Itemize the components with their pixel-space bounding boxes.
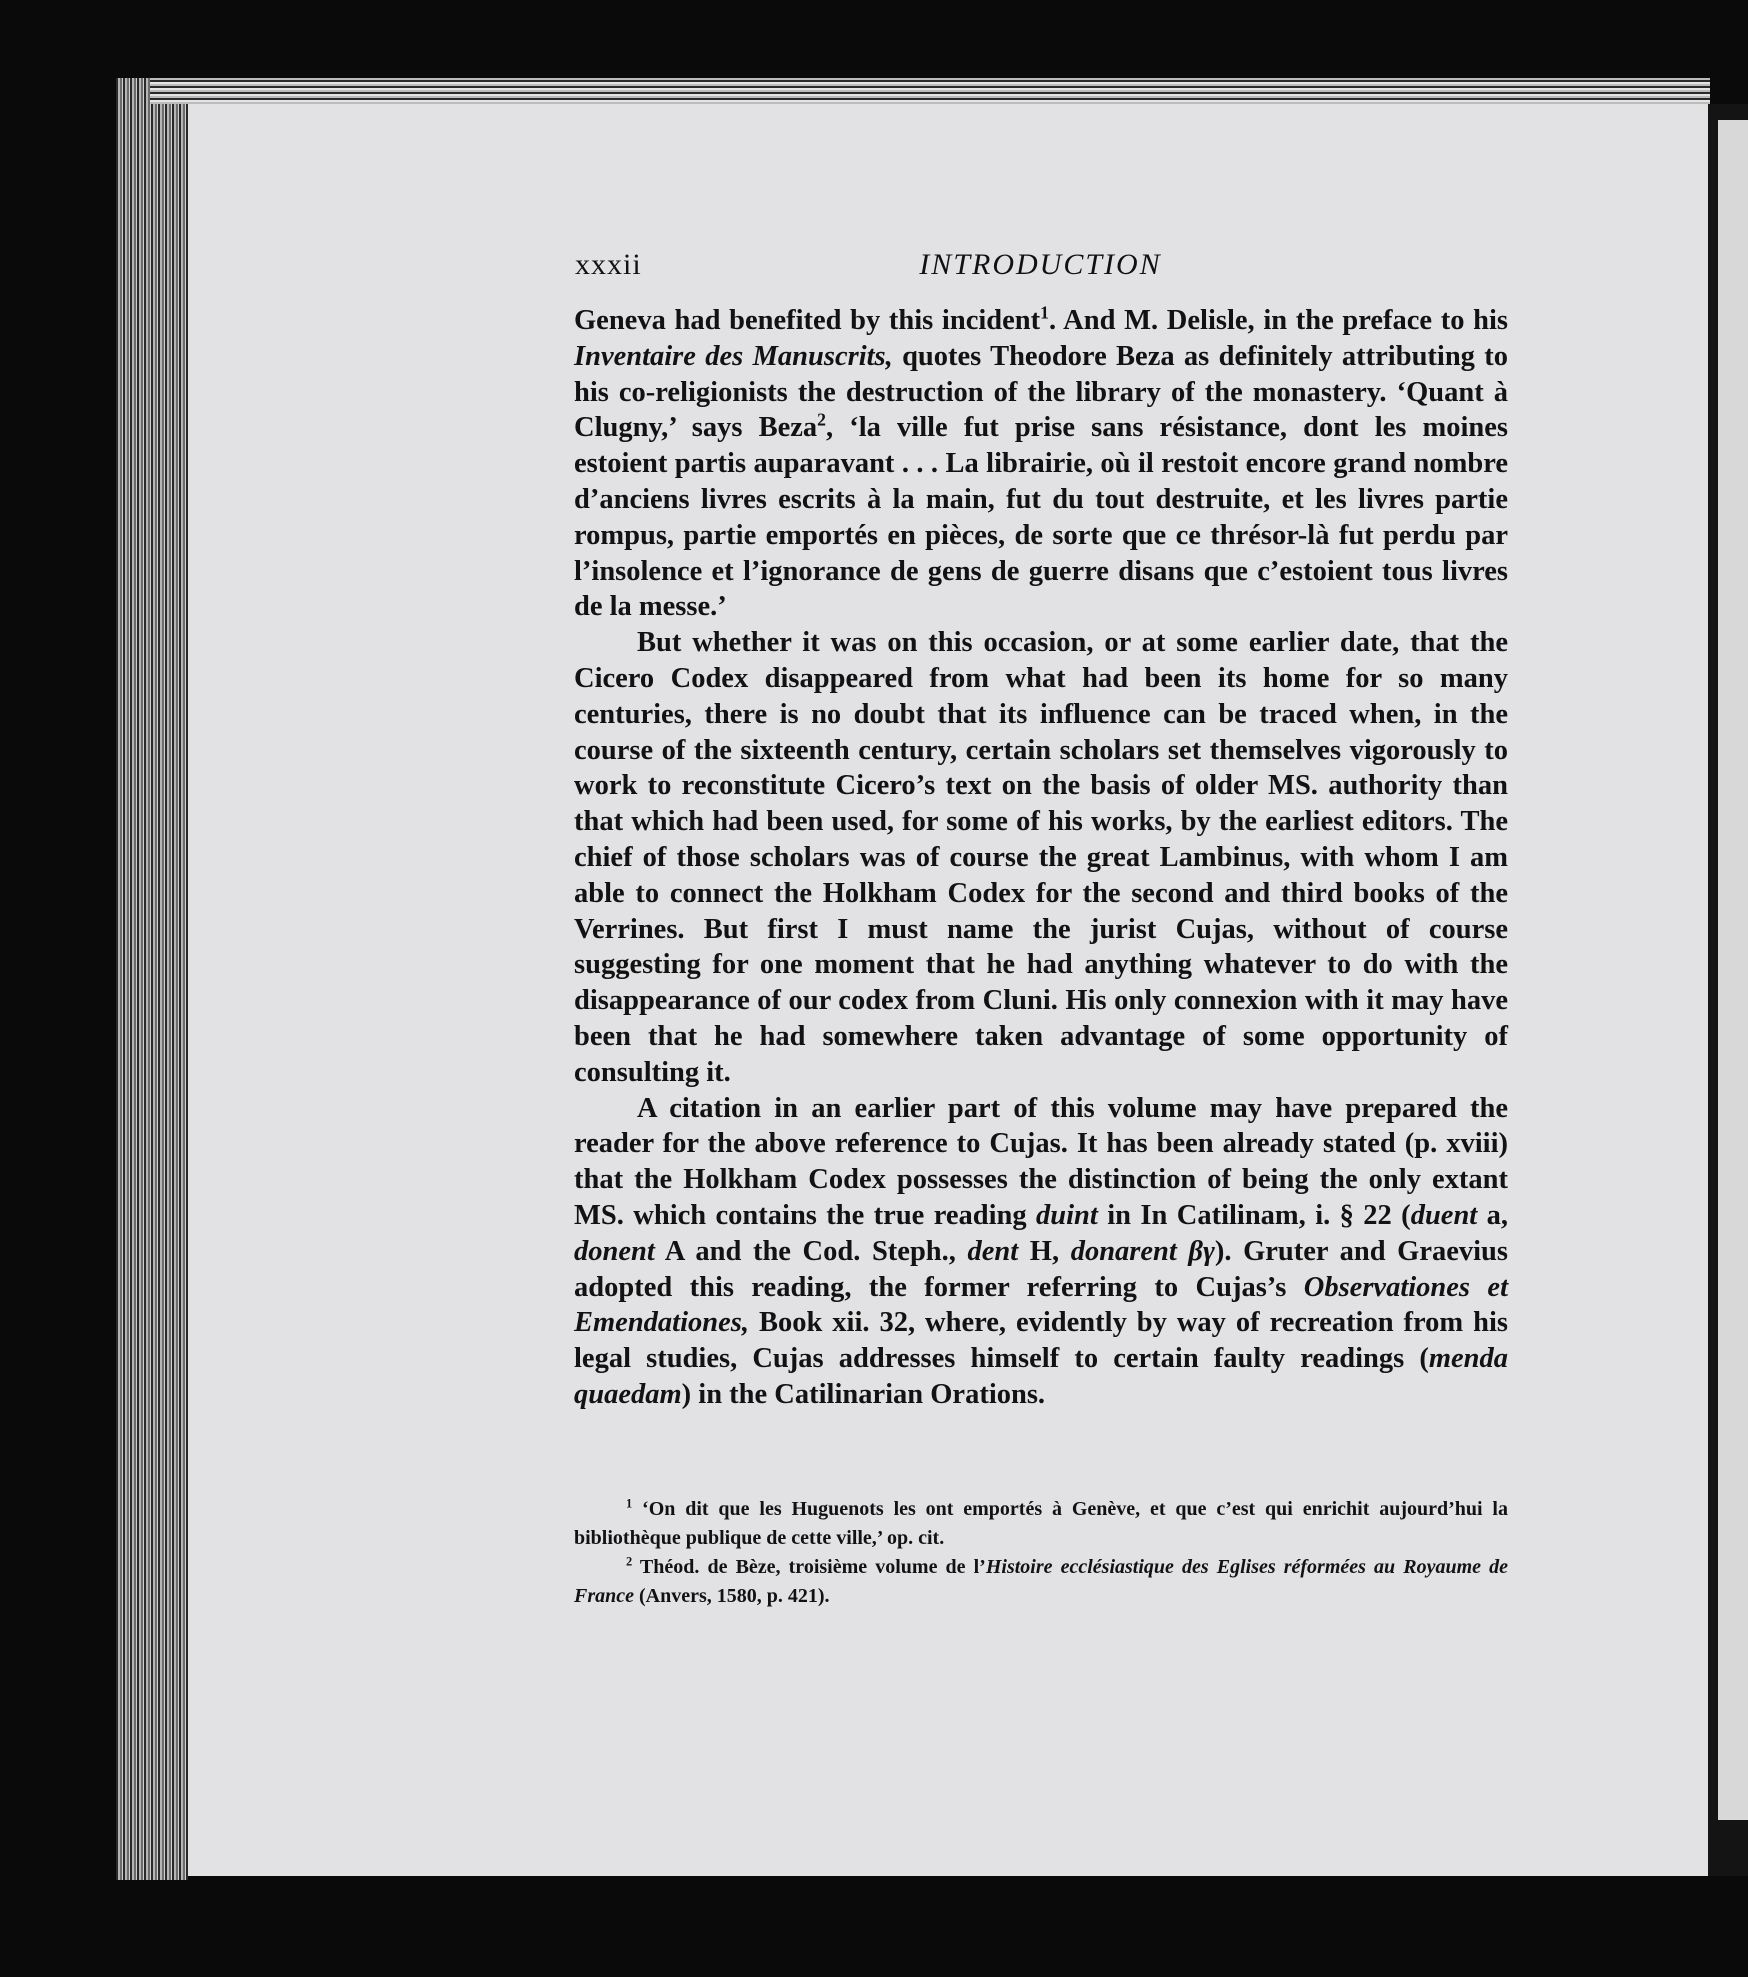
text-run: . And M. Delisle, in the preface to his: [1048, 305, 1509, 336]
text-run: , ‘la ville fut prise sans résistance, dont les moines estoient partis auparavant . . . La librairie, où il restoit encore grand nombre d’anciens livres escrits à la main, fut du tout destruite, et les livres partie rompus, partie emportés en pièces, de sorte que ce thrésor-là fut perdu par l’insolence et l’ignorance de gens de guerre disans que c’estoient tous livres de la messe.’: [574, 412, 1508, 623]
footnote-text: ‘On dit que les Huguenots les ont emportés à Genève, et que c’est qui enrichit aujourd’hui la bibliothèque publique de cette ville,’ op. cit.: [574, 1498, 1508, 1549]
text-run: ). Gruter and Graevius adopted this reading, the former referring to Cujas’s: [574, 1235, 1508, 1303]
paragraph-1: [574, 303, 1508, 625]
body-text: [574, 303, 1508, 1413]
text-run: Book xii. 32, where, evidently by way of recreation from his legal studies, Cujas addresses himself to certain faulty readings (: [574, 1307, 1508, 1375]
footnote-number: 1: [626, 1496, 633, 1511]
italic-title: Histoire ecclésiastique des Eglises réformées au Royaume de France: [574, 1556, 1508, 1607]
italic-title: Observationes et Emendationes,: [574, 1271, 1508, 1339]
footnote-text: Théod. de Bèze, troisième volume de l’: [632, 1556, 986, 1578]
text-run: A citation in an earlier part of this volume may have prepared the reader for the above reference to Cujas. It has been already stated (p. xviii) that the Holkham Codex possesses the distinction of being the only extant MS. which contains the true reading: [574, 1092, 1508, 1231]
footnote-ref-1: 1: [1040, 302, 1049, 323]
text-run: A and the Cod. Steph.,: [654, 1235, 968, 1267]
book-page-edges: [116, 78, 188, 1880]
italic-title: Inventaire des Manuscrits,: [574, 340, 893, 372]
page-number: xxxii: [575, 248, 642, 281]
italic-word: duint: [1036, 1199, 1098, 1231]
text-run: quotes Theodore Beza as definitely attributing to his co-religionists the destruction of the library of the monastery. ‘Quant à Clugny,’ says Beza: [574, 340, 1508, 444]
facing-page-edge: [1718, 120, 1748, 1820]
text-run: ) in the Catilinarian Orations.: [681, 1378, 1046, 1410]
book-top-edge: [150, 78, 1710, 104]
italic-word: donent: [574, 1235, 655, 1267]
page-header: [573, 240, 1508, 290]
text-run: Geneva had benefited by this incident: [574, 305, 1041, 336]
italic-word: dent: [967, 1235, 1019, 1267]
footnote-number: 2: [626, 1554, 633, 1569]
running-title: INTRODUCTION: [919, 248, 1162, 281]
footnote-ref-2: 2: [817, 409, 826, 430]
paragraph-3: [574, 1091, 1508, 1413]
footnotes: [574, 1495, 1508, 1611]
footnote-2: [574, 1553, 1508, 1611]
footnote-1: [574, 1495, 1508, 1553]
italic-word: donarent βγ: [1070, 1235, 1215, 1267]
text-run: a,: [1477, 1199, 1508, 1231]
footnote-text: (Anvers, 1580, p. 421).: [634, 1585, 830, 1607]
italic-word: menda quaedam: [574, 1343, 1508, 1410]
italic-word: duent: [1410, 1199, 1478, 1231]
text-run: in In Catilinam, i. § 22 (: [1097, 1199, 1411, 1231]
paragraph-2: But whether it was on this occasion, or at some earlier date, that the Cicero Codex disappeared from what had been its home for so many centuries, there is no doubt that its influence can be traced when, in the course of the sixteenth century, certain scholars set themselves vigorously to work to reconstitute Cicero’s text on the basis of older MS. authority than that which had been used, for some of his works, by the earliest editors. The chief of those scholars was of course the great Lambinus, with whom I am able to connect the Holkham Codex for the second and third books of the Verrines. But first I must name the jurist Cujas, without of course suggesting for one moment that he had anything whatever to do with the disappearance of our codex from Cluni. His only connexion with it may have been that he had somewhere taken advantage of some opportunity of consulting it.: [574, 627, 1508, 1088]
text-run: H,: [1018, 1235, 1071, 1267]
